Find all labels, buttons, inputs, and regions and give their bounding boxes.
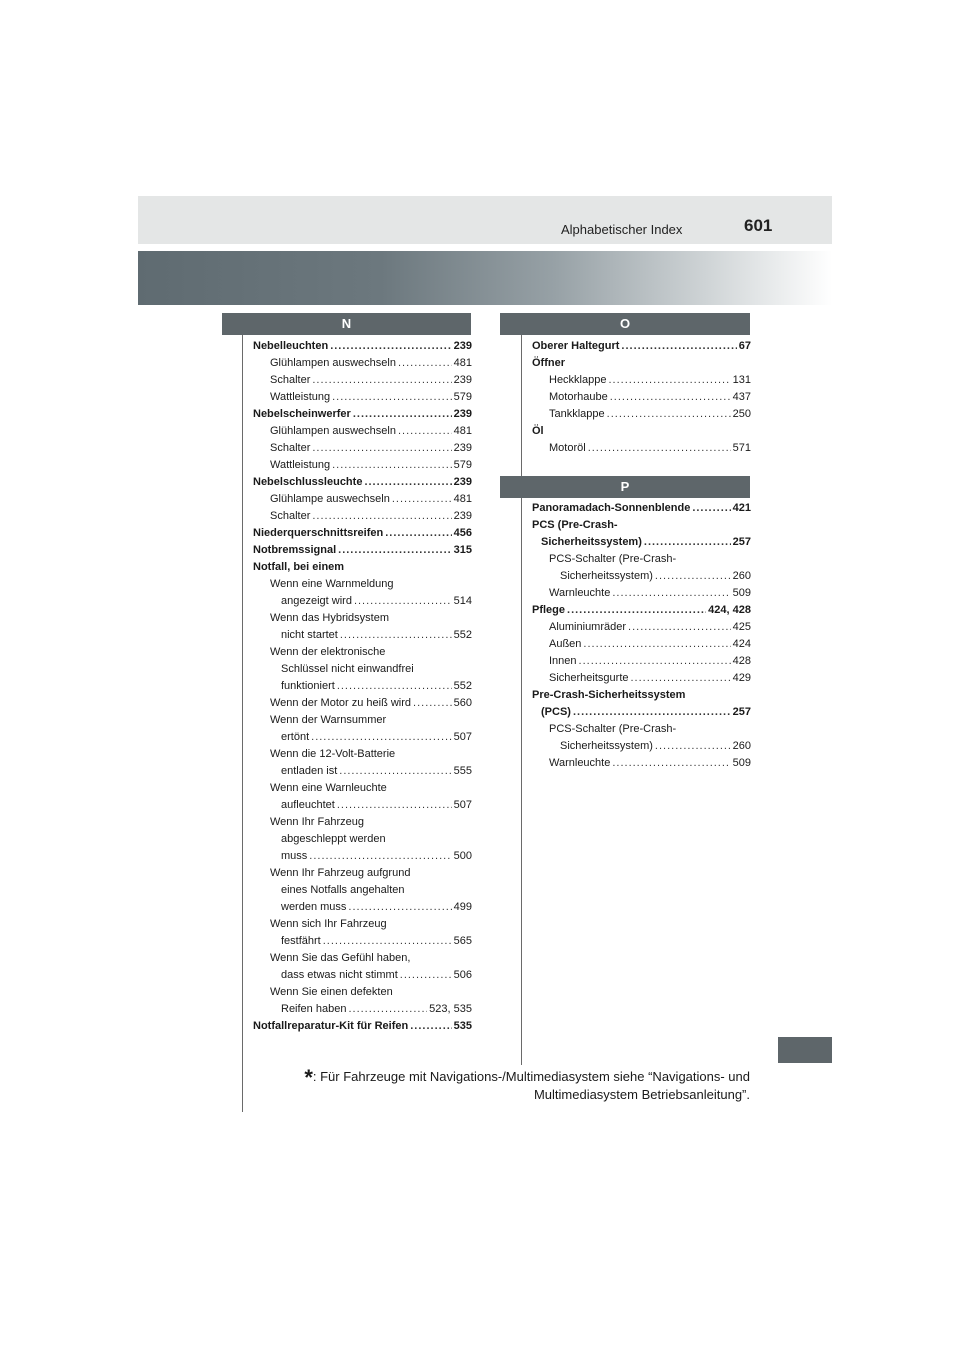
index-subentry: funktioniert ..... 552 [253,678,472,695]
index-entry: Öl [532,425,544,437]
index-subentry: PCS-Schalter (Pre-Crash- [549,723,677,735]
index-subentry: Motoröl ..... 571 [532,440,751,457]
index-subentry: Glühlampe auswechseln ..... 481 [253,491,472,508]
index-subentry: Wenn sich Ihr Fahrzeug [270,918,387,930]
index-subentry: Reifen haben ..... 523, 535 [253,1001,472,1018]
index-subentry: PCS-Schalter (Pre-Crash- [549,553,677,565]
index-entry: Oberer Haltegurt ..... 67 [532,338,751,355]
index-subentry: Warnleuchte ..... 509 [532,585,751,602]
index-subentry: entladen ist ..... 555 [253,763,472,780]
index-subentry: Wenn eine Warnleuchte [270,782,387,794]
index-subentry: angezeigt wird ..... 514 [253,593,472,610]
page-number: 601 [744,216,773,235]
index-entry: Niederquerschnittsreifen ..... 456 [253,525,472,542]
middle-rule [521,335,522,1065]
decorative-band [138,251,832,305]
index-subentry: aufleuchtet ..... 507 [253,797,472,814]
footnote-line-2: Multimediasystem Betriebsanleitung”. [533,1087,750,1102]
index-subentry: Motorhaube ..... 437 [532,389,751,406]
index-entry: Notfallreparatur-Kit für Reifen ..... 535 [253,1018,472,1035]
index-subentry: muss ..... 500 [253,848,472,865]
footnote [282,1065,750,1103]
index-subentry: eines Notfalls angehalten [281,884,405,896]
index-column-n [253,338,472,1035]
index-subentry: Wenn der Motor zu heiß wird ..... 560 [253,695,472,712]
section-header-p: P [500,476,750,498]
index-subentry: werden muss ..... 499 [253,899,472,916]
index-subentry: Schlüssel nicht einwandfrei [281,663,414,675]
index-column-o [532,338,751,457]
header-title: Alphabetischer Index [561,222,683,237]
index-entry: Notfall, bei einem [253,561,345,573]
index-subentry: Sicherheitssystem) ..... 260 [532,568,751,585]
header-bar [138,196,832,244]
index-subentry: Sicherheitssystem) ..... 260 [532,738,751,755]
footnote-marker: * [304,1065,313,1090]
left-rule [242,335,243,1112]
index-subentry: Wenn Ihr Fahrzeug [270,816,364,828]
index-subentry: Wattleistung ..... 579 [253,457,472,474]
index-subentry: Wenn der Warnsummer [270,714,387,726]
section-header-n: N [222,313,471,335]
index-subentry: Wenn eine Warnmeldung [270,578,394,590]
index-subentry: Außen ..... 424 [532,636,751,653]
index-subentry: Schalter ..... 239 [253,508,472,525]
index-subentry: Warnleuchte ..... 509 [532,755,751,772]
index-subentry: Tankklappe ..... 250 [532,406,751,423]
index-subentry: Sicherheitsgurte ..... 429 [532,670,751,687]
index-subentry: Heckklappe ..... 131 [532,372,751,389]
footnote-line-1: *: Für Fahrzeuge mit Navigations-/Multimediasystem siehe “Navigations- und [304,1065,750,1090]
index-subentry: nicht startet ..... 552 [253,627,472,644]
index-entry: Pflege ..... 424, 428 [532,602,751,619]
index-entry: Sicherheitssystem) ..... 257 [532,534,751,551]
index-entry: Panoramadach-Sonnenblende ..... 421 [532,500,751,517]
index-entry: Notbremssignal ..... 315 [253,542,472,559]
index-subentry: festfährt ..... 565 [253,933,472,950]
index-subentry: Aluminiumräder ..... 425 [532,619,751,636]
index-entry: Pre-Crash-Sicherheitssystem [532,689,686,701]
thumb-index-tab [778,1037,832,1063]
index-subentry: Wenn Ihr Fahrzeug aufgrund [270,867,411,879]
index-subentry: Glühlampen auswechseln ..... 481 [253,423,472,440]
index-subentry: dass etwas nicht stimmt ..... 506 [253,967,472,984]
index-column-p [532,500,751,772]
index-subentry: Wenn die 12-Volt-Batterie [270,748,396,760]
index-subentry: Wenn Sie einen defekten [270,986,393,998]
index-subentry: Wenn Sie das Gefühl haben, [270,952,411,964]
index-entry: Nebelleuchten ..... 239 [253,338,472,355]
section-header-o: O [500,313,750,335]
index-subentry: Wenn das Hybridsystem [270,612,390,624]
index-entry: Öffner [532,357,565,369]
index-subentry: Wattleistung ..... 579 [253,389,472,406]
index-entry: Nebelschlussleuchte ..... 239 [253,474,472,491]
index-subentry: Innen ..... 428 [532,653,751,670]
index-subentry: abgeschleppt werden [281,833,386,845]
index-subentry: Wenn der elektronische [270,646,386,658]
index-subentry: Schalter ..... 239 [253,440,472,457]
index-entry: PCS (Pre-Crash- [532,519,618,531]
index-subentry: Schalter ..... 239 [253,372,472,389]
index-entry: (PCS) ..... 257 [532,704,751,721]
index-subentry: Glühlampen auswechseln ..... 481 [253,355,472,372]
index-entry: Nebelscheinwerfer ..... 239 [253,406,472,423]
index-subentry: ertönt ..... 507 [253,729,472,746]
